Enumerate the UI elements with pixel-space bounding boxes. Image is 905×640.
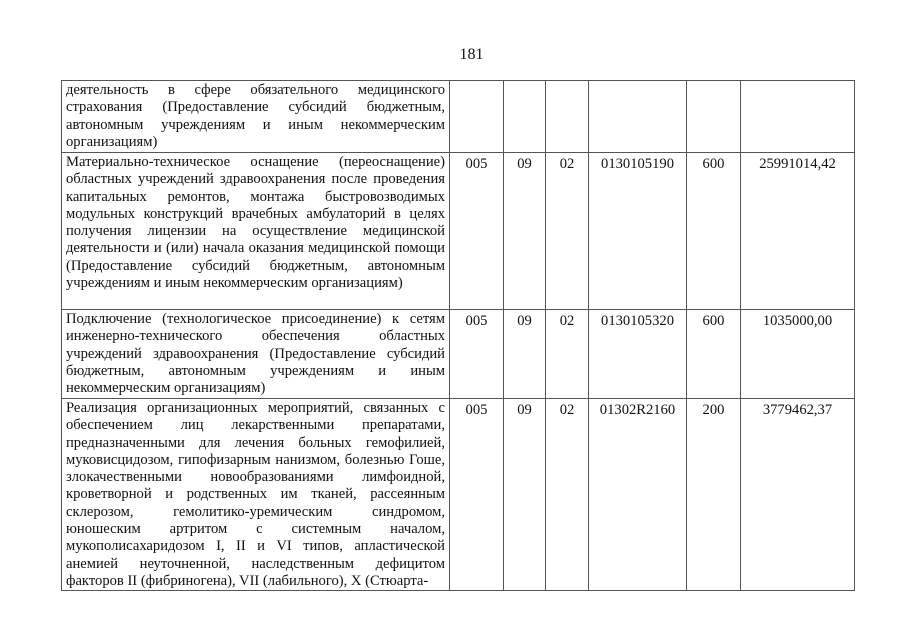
subsection-code: 02 — [546, 153, 589, 310]
target-code: 0130105320 — [589, 310, 687, 399]
row-description: Подключение (технологическое присоединение) к сетям инженерно-технического обеспечения областных учреждений здравоохранения (Предоставление субсидий бюджетным, автономным учреждениям и иным некоммерческим организациям) — [62, 310, 450, 399]
ministry-code: 005 — [450, 153, 504, 310]
subsection-code — [546, 81, 589, 153]
table-row — [62, 310, 855, 399]
ministry-code: 005 — [450, 310, 504, 399]
ministry-code — [450, 81, 504, 153]
target-code: 01302R2160 — [589, 399, 687, 591]
row-description: Реализация организационных мероприятий, связанных с обеспечением лиц лекарственными препаратами, предназначенными для лечения больных гемофилией, муковисцидозом, гипофизарным нанизмом, болезнью Гоше, злокачественными новообразованиями лимфоидной, кроветворной и родственных им тканей, рассеянным склерозом, гемолитико-уремическим синдромом, юношеским артритом с системным началом, мукополисахаридозом I, II и VI типов, апластической анемией неуточненной, наследственным дефицитом факторов II (фибриногена), VII (лабильного), X (Стюарта- — [62, 399, 450, 591]
table-row — [62, 399, 855, 591]
amount: 1035000,00 — [741, 310, 855, 399]
target-code — [589, 81, 687, 153]
table-row — [62, 81, 855, 153]
ministry-code: 005 — [450, 399, 504, 591]
subsection-code: 02 — [546, 310, 589, 399]
section-code: 09 — [504, 399, 546, 591]
amount: 3779462,37 — [741, 399, 855, 591]
expense-type-code: 200 — [687, 399, 741, 591]
expense-type-code — [687, 81, 741, 153]
amount — [741, 81, 855, 153]
subsection-code: 02 — [546, 399, 589, 591]
expense-type-code: 600 — [687, 153, 741, 310]
section-code — [504, 81, 546, 153]
target-code: 0130105190 — [589, 153, 687, 310]
section-code: 09 — [504, 310, 546, 399]
page-number: 181 — [459, 46, 484, 63]
amount: 25991014,42 — [741, 153, 855, 310]
section-code: 09 — [504, 153, 546, 310]
table-row — [62, 153, 855, 310]
row-description: Материально-техническое оснащение (переоснащение) областных учреждений здравоохранения после проведения капитальных ремонтов, монтажа быстровозводимых модульных конструкций врачебных амбулаторий в целях получения лицензии на осуществление медицинской деятельности и (или) начала оказания медицинской помощи (Предоставление субсидий бюджетным, автономным учреждениям и иным некоммерческим организациям) — [62, 153, 450, 310]
row-description: деятельность в сфере обязательного медицинского страхования (Предоставление субсидий бюджетным, автономным учреждениям и иным некоммерческим организациям) — [62, 81, 450, 153]
expense-type-code: 600 — [687, 310, 741, 399]
budget-table — [61, 80, 855, 591]
